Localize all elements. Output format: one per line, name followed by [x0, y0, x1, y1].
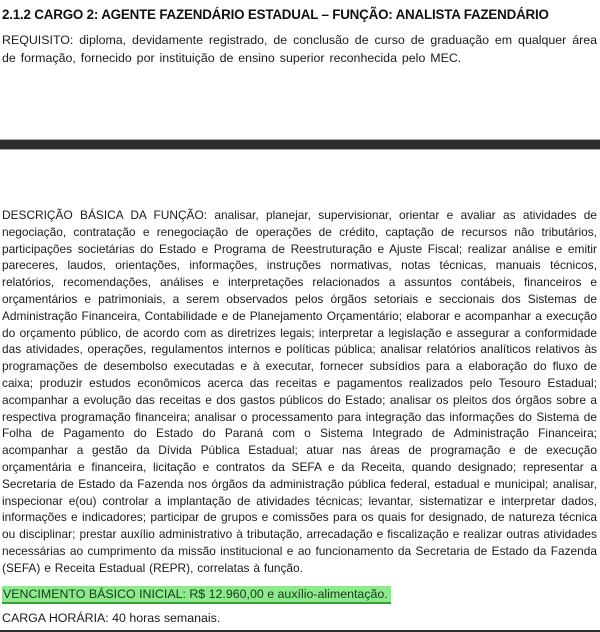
carga-horaria-line: CARGA HORÁRIA: 40 horas semanais. [2, 610, 221, 625]
vencimento-line [2, 586, 597, 603]
cargo-heading: 2.1.2 CARGO 2: AGENTE FAZENDÁRIO ESTADUAL – FUNÇÃO: ANALISTA FAZENDÁRIO [2, 7, 549, 22]
requisito-paragraph: REQUISITO: diploma, devidamente registrado, de conclusão de curso de graduação em qualquer área de formação, fornecido por instituição de ensino superior reconhecida pelo MEC. [2, 33, 597, 65]
vencimento-highlight: VENCIMENTO BÁSICO INICIAL: R$ 12.960,00 e auxílio-alimentação. [2, 586, 391, 604]
page-bottom-section [0, 207, 600, 626]
table-bottom-border [0, 630, 600, 632]
page-break-separator [0, 139, 600, 150]
descricao-paragraph: DESCRIÇÃO BÁSICA DA FUNÇÃO: analisar, planejar, supervisionar, orientar e avaliar as atividades de negociação, contratação e renegociação de operações de crédito, captação de recursos não tributários, participações societárias do Estado e Programa de Reestruturação e Ajuste Fiscal; realizar análise e emitir pareceres, laudos, orientações, informações, instruções normativas, notas técnicas, manuais técnicos, relatórios, recomendações, análises e interpretações relacionados a assuntos contábeis, financeiros e orçamentários e patrimoniais, a serem observados pelos órgãos setoriais e seccionais dos Sistemas de Administração Financeira, Contabilidade e de Planejamento Orçamentário; elaborar e acompanhar a execução do orçamento público, de acordo com as diretrizes legais; interpretar a legislação e assegurar a conformidade das atividades, operações, regulamentos internos e políticas pública; analisar relatórios analíticos relativos às programações de desembolso executadas e à executar, fornecer subsídios para a elaboração do fluxo de caixa; produzir estudos econômicos acerca das receitas e pagamentos realizados pelo Tesouro Estadual; acompanhar a evolução das receitas e dos gastos públicos do Estado; analisar os pleitos dos órgãos sobre a respectiva programação financeira; analisar o processamento para integração das informações do Sistema de Folha de Pagamento do Estado do Paraná com o Sistema Integrado de Administração Financeira; acompanhar a gestão da Dívida Pública Estadual; atuar nas áreas de programação e de execução orçamentária e financeira, licitação e contratos da SEFA e da Receita, quando designado; representar a Secretaria de Estado da Fazenda nos órgãos da administração pública federal, estadual e municipal; analisar, inspecionar e(ou) controlar a implantação de atividades técnicas; levantar, sistematizar e interpretar dados, informações e indicadores; participar de grupos e comissões para os quais for designado, de natureza técnica ou disciplinar; prestar auxílio administrativo à tributação, arrecadação e fiscalização e realizar outras atividades necessárias ao cumprimento da missão institucional e ao funcionamento da Secretaria de Estado da Fazenda (SEFA) e Receita Estadual (REPR), correlatas à função. [2, 208, 597, 575]
page-top-section [0, 0, 600, 67]
